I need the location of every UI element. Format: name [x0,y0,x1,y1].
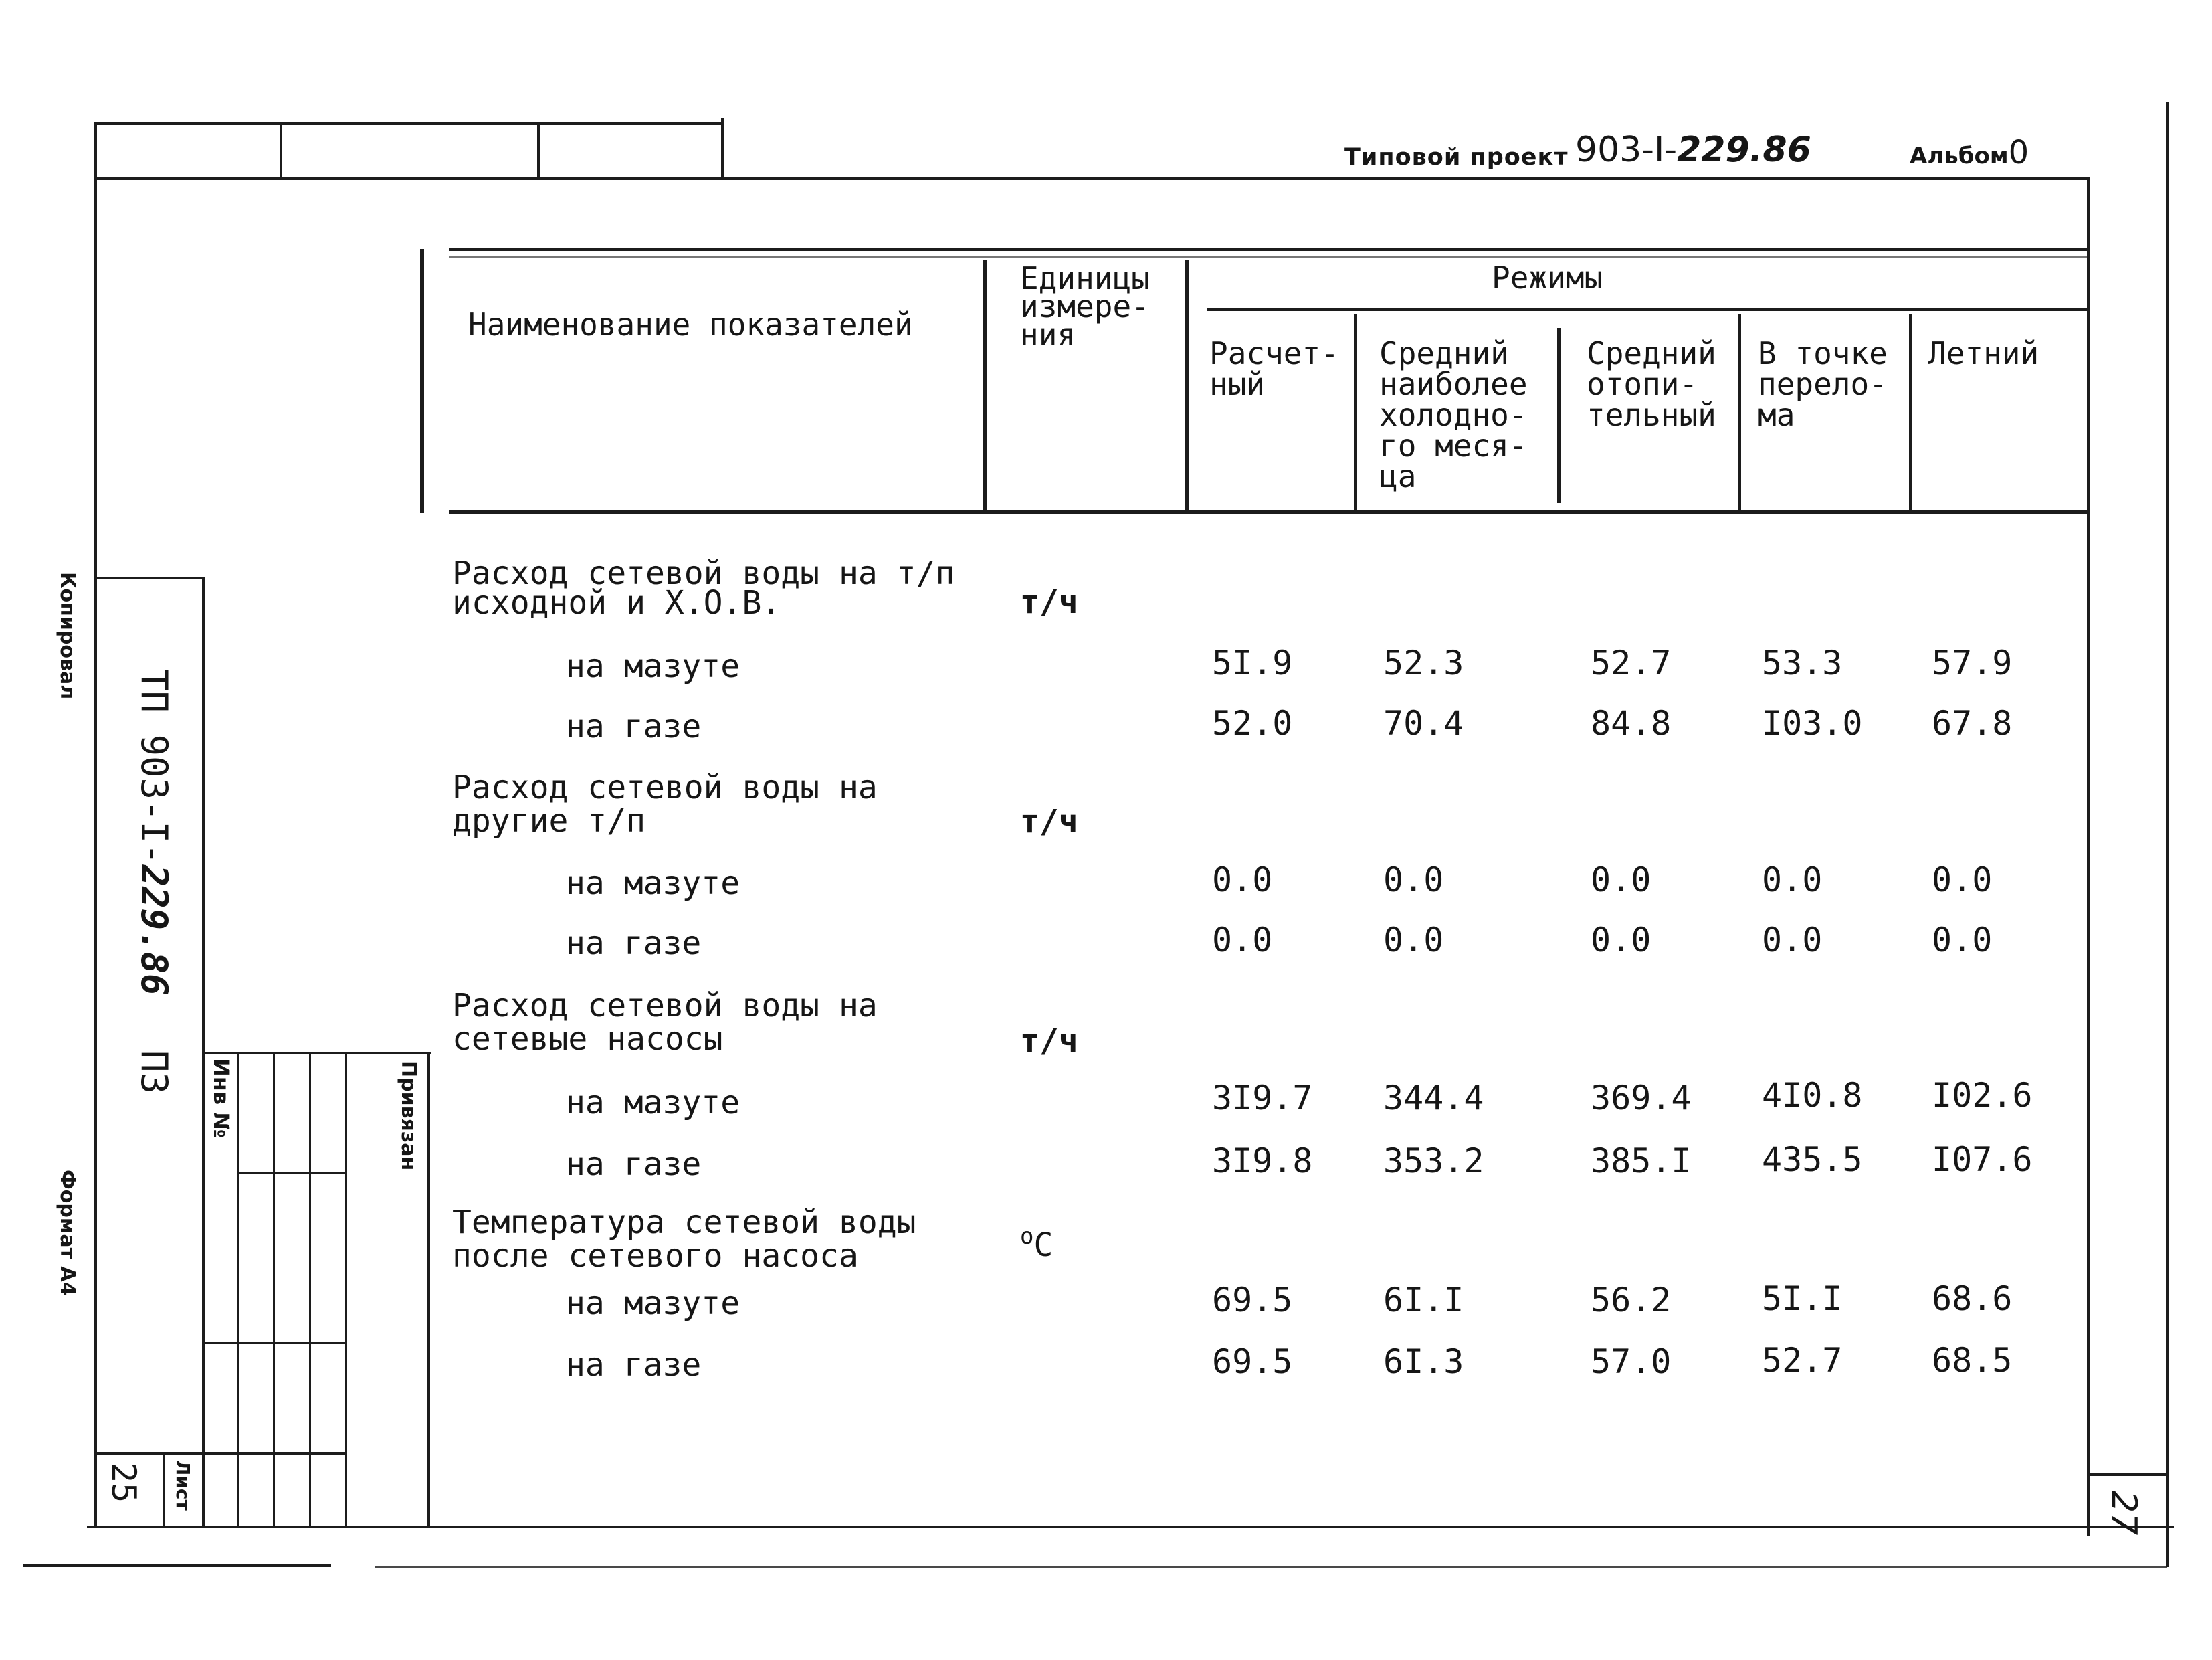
value-cell: 4I0.8 [1762,1076,1863,1115]
table-top-rule [449,248,2090,251]
header-col-summer [1928,335,2039,371]
value-cell: 70.4 [1383,704,1464,743]
stamp-box-divider-2 [537,122,540,179]
album-number: 0 [2008,134,2029,171]
side-grid-v4 [345,1052,347,1527]
page-bottom-rule-2 [375,1566,2167,1568]
project-number-prefix: 903-I- [1575,130,1678,170]
header-col-line: ма [1758,397,1795,433]
side-grid-v3 [309,1052,311,1527]
value-cell: 353.2 [1383,1141,1484,1180]
row-label: на мазуте [566,864,740,902]
group-title-line: сетевые насосы [452,1020,723,1058]
value-cell: 0.0 [1762,921,1823,959]
group-unit: т/ч [1020,803,1078,840]
group-title [452,555,955,622]
group-unit-degrees [1020,1223,1053,1264]
value-cell: 69.5 [1212,1281,1293,1319]
format-label: Формат А4 [56,1170,79,1296]
value-cell: 57.0 [1591,1342,1672,1381]
group-unit: т/ч [1020,583,1078,621]
degree-sign: o [1020,1223,1034,1250]
page-mark: 27 [2104,1491,2144,1536]
col-divider-units [983,260,987,510]
side-grid-h2 [202,1342,346,1344]
value-cell: I07.6 [1932,1140,2033,1179]
inventory-number-label: Инв № [209,1058,234,1138]
side-grid-h3 [94,1452,346,1455]
value-cell: 3I9.8 [1212,1141,1313,1180]
header-col-line: перело- [1758,366,1888,402]
value-cell: 52.3 [1383,644,1464,682]
frame-bottom [87,1526,2174,1528]
group-title-line: другие т/п [452,802,645,840]
value-cell: 385.I [1591,1141,1692,1180]
value-cell: 0.0 [1591,860,1651,899]
stamp-box-divider-1 [280,122,282,179]
value-cell: 0.0 [1932,860,1993,899]
row-label: на мазуте [566,648,740,685]
side-sheet-divider [163,1452,165,1527]
header-col-line: го меся- [1379,428,1528,464]
project-label: Типовой проект [1344,144,1569,171]
header-col-coldest-month [1379,335,1528,494]
header-col-line: ца [1379,458,1417,494]
row-label: на мазуте [566,1084,740,1121]
value-cell: 3I9.7 [1212,1079,1313,1117]
header-units-line: Единицы [1020,260,1150,296]
value-cell: 68.6 [1932,1279,2013,1318]
modes-divider [1207,308,2090,311]
value-cell: 5I.I [1762,1279,1843,1318]
header-col-line: холодно- [1379,397,1528,433]
value-cell: 56.2 [1591,1281,1672,1319]
group-title [452,989,878,1056]
header-col-design [1209,335,1339,402]
header-col-line: Средний [1587,335,1716,371]
value-cell: 52.0 [1212,704,1293,743]
group-title-line: Температура сетевой воды [452,1204,916,1241]
side-stamp-top [94,577,205,579]
col-divider-1 [1354,314,1357,510]
value-cell: 0.0 [1212,921,1273,959]
frame-right [2087,177,2090,1536]
page-mark-box-top [2090,1473,2169,1476]
group-unit: т/ч [1020,1022,1078,1060]
header-units [1020,260,1150,353]
value-cell: 52.7 [1591,644,1672,682]
side-code-suffix: 229.86 [133,864,175,996]
col-divider-modes [1185,260,1189,510]
value-cell: 84.8 [1591,704,1672,743]
header-col-break-point [1758,335,1888,433]
header-col-line: тельный [1587,397,1716,433]
stamp-box-top-line [94,122,724,125]
table-header-bottom [449,510,2090,514]
col-divider-4 [1909,314,1912,510]
value-cell: 53.3 [1762,644,1843,682]
header-col-line: ный [1209,366,1266,402]
stamp-box-divider-3 [721,118,724,179]
value-cell: I03.0 [1762,704,1863,743]
header-modes: Режимы [1492,260,1603,296]
frame-left [94,122,97,1527]
value-cell: 0.0 [1383,860,1444,899]
value-cell: 369.4 [1591,1079,1692,1117]
row-label: на газе [566,708,702,745]
table-top-rule-2 [449,256,2090,258]
group-title-line: после сетевого насоса [452,1237,858,1275]
table-left-border [420,249,424,513]
attached-label: Привязан [397,1060,420,1171]
header-col-line: отопи- [1587,366,1698,402]
value-cell: 6I.I [1383,1281,1464,1319]
side-code-prefix: ТП 903-I- [133,669,175,865]
value-cell: 0.0 [1932,921,1993,959]
copied-label: Копировал [56,572,79,700]
value-cell: 0.0 [1591,921,1651,959]
header-units-line: измере- [1020,288,1150,325]
value-cell: 67.8 [1932,704,2013,743]
side-grid-top [202,1052,431,1054]
value-cell: I02.6 [1932,1076,2033,1115]
page-bottom-rule [23,1564,331,1567]
value-cell: 0.0 [1212,860,1273,899]
group-title-line: Расход сетевой воды на [452,987,878,1024]
header-col-line: Расчет- [1209,335,1339,371]
row-label: на мазуте [566,1285,740,1322]
row-label: на газе [566,1145,702,1183]
side-drawing-code [133,669,175,996]
header-col-line: В точке [1758,335,1888,371]
value-cell: 68.5 [1932,1341,2013,1380]
header-col-heating-avg [1587,335,1716,433]
value-cell: 69.5 [1212,1342,1293,1381]
value-cell: 0.0 [1762,860,1823,899]
header-col-line: Летний [1928,335,2039,371]
value-cell: 344.4 [1383,1079,1484,1117]
value-cell: 5I.9 [1212,644,1293,682]
group-title-line: Расход сетевой воды на [452,769,878,806]
row-label: на газе [566,1346,702,1384]
col-divider-3 [1738,314,1741,510]
sheet-number: 25 [104,1463,143,1503]
side-grid-right [427,1052,430,1527]
group-title [452,771,878,838]
value-cell: 52.7 [1762,1341,1843,1380]
group-title-line: исходной и Х.О.В. [452,584,781,622]
side-grid-v1 [237,1052,239,1527]
project-number-suffix: 229.86 [1677,130,1811,170]
right-margin-line [2166,102,2169,1567]
value-cell: 57.9 [1932,644,2013,682]
header-units-line: ния [1020,316,1076,353]
col-divider-2 [1557,328,1561,503]
group-title [452,1206,916,1273]
value-cell: 435.5 [1762,1140,1863,1179]
header-col-line: наиболее [1379,366,1528,402]
header-col-line: Средний [1379,335,1509,371]
celsius: C [1033,1226,1053,1264]
album-label [1910,134,2029,171]
frame-top [94,177,2090,180]
side-grid-h1 [237,1172,346,1174]
project-number [1575,130,1811,170]
album-label-text: Альбом [1910,143,2009,169]
side-section-code: ПЗ [133,1050,175,1095]
row-label: на газе [566,925,702,962]
side-grid-v2 [273,1052,275,1527]
value-cell: 6I.3 [1383,1342,1464,1381]
group-title-line: Расход сетевой воды на т/п [452,555,955,592]
value-cell: 0.0 [1383,921,1444,959]
sheet-label: Лист [172,1460,194,1511]
header-name: Наименование показателей [468,306,913,343]
